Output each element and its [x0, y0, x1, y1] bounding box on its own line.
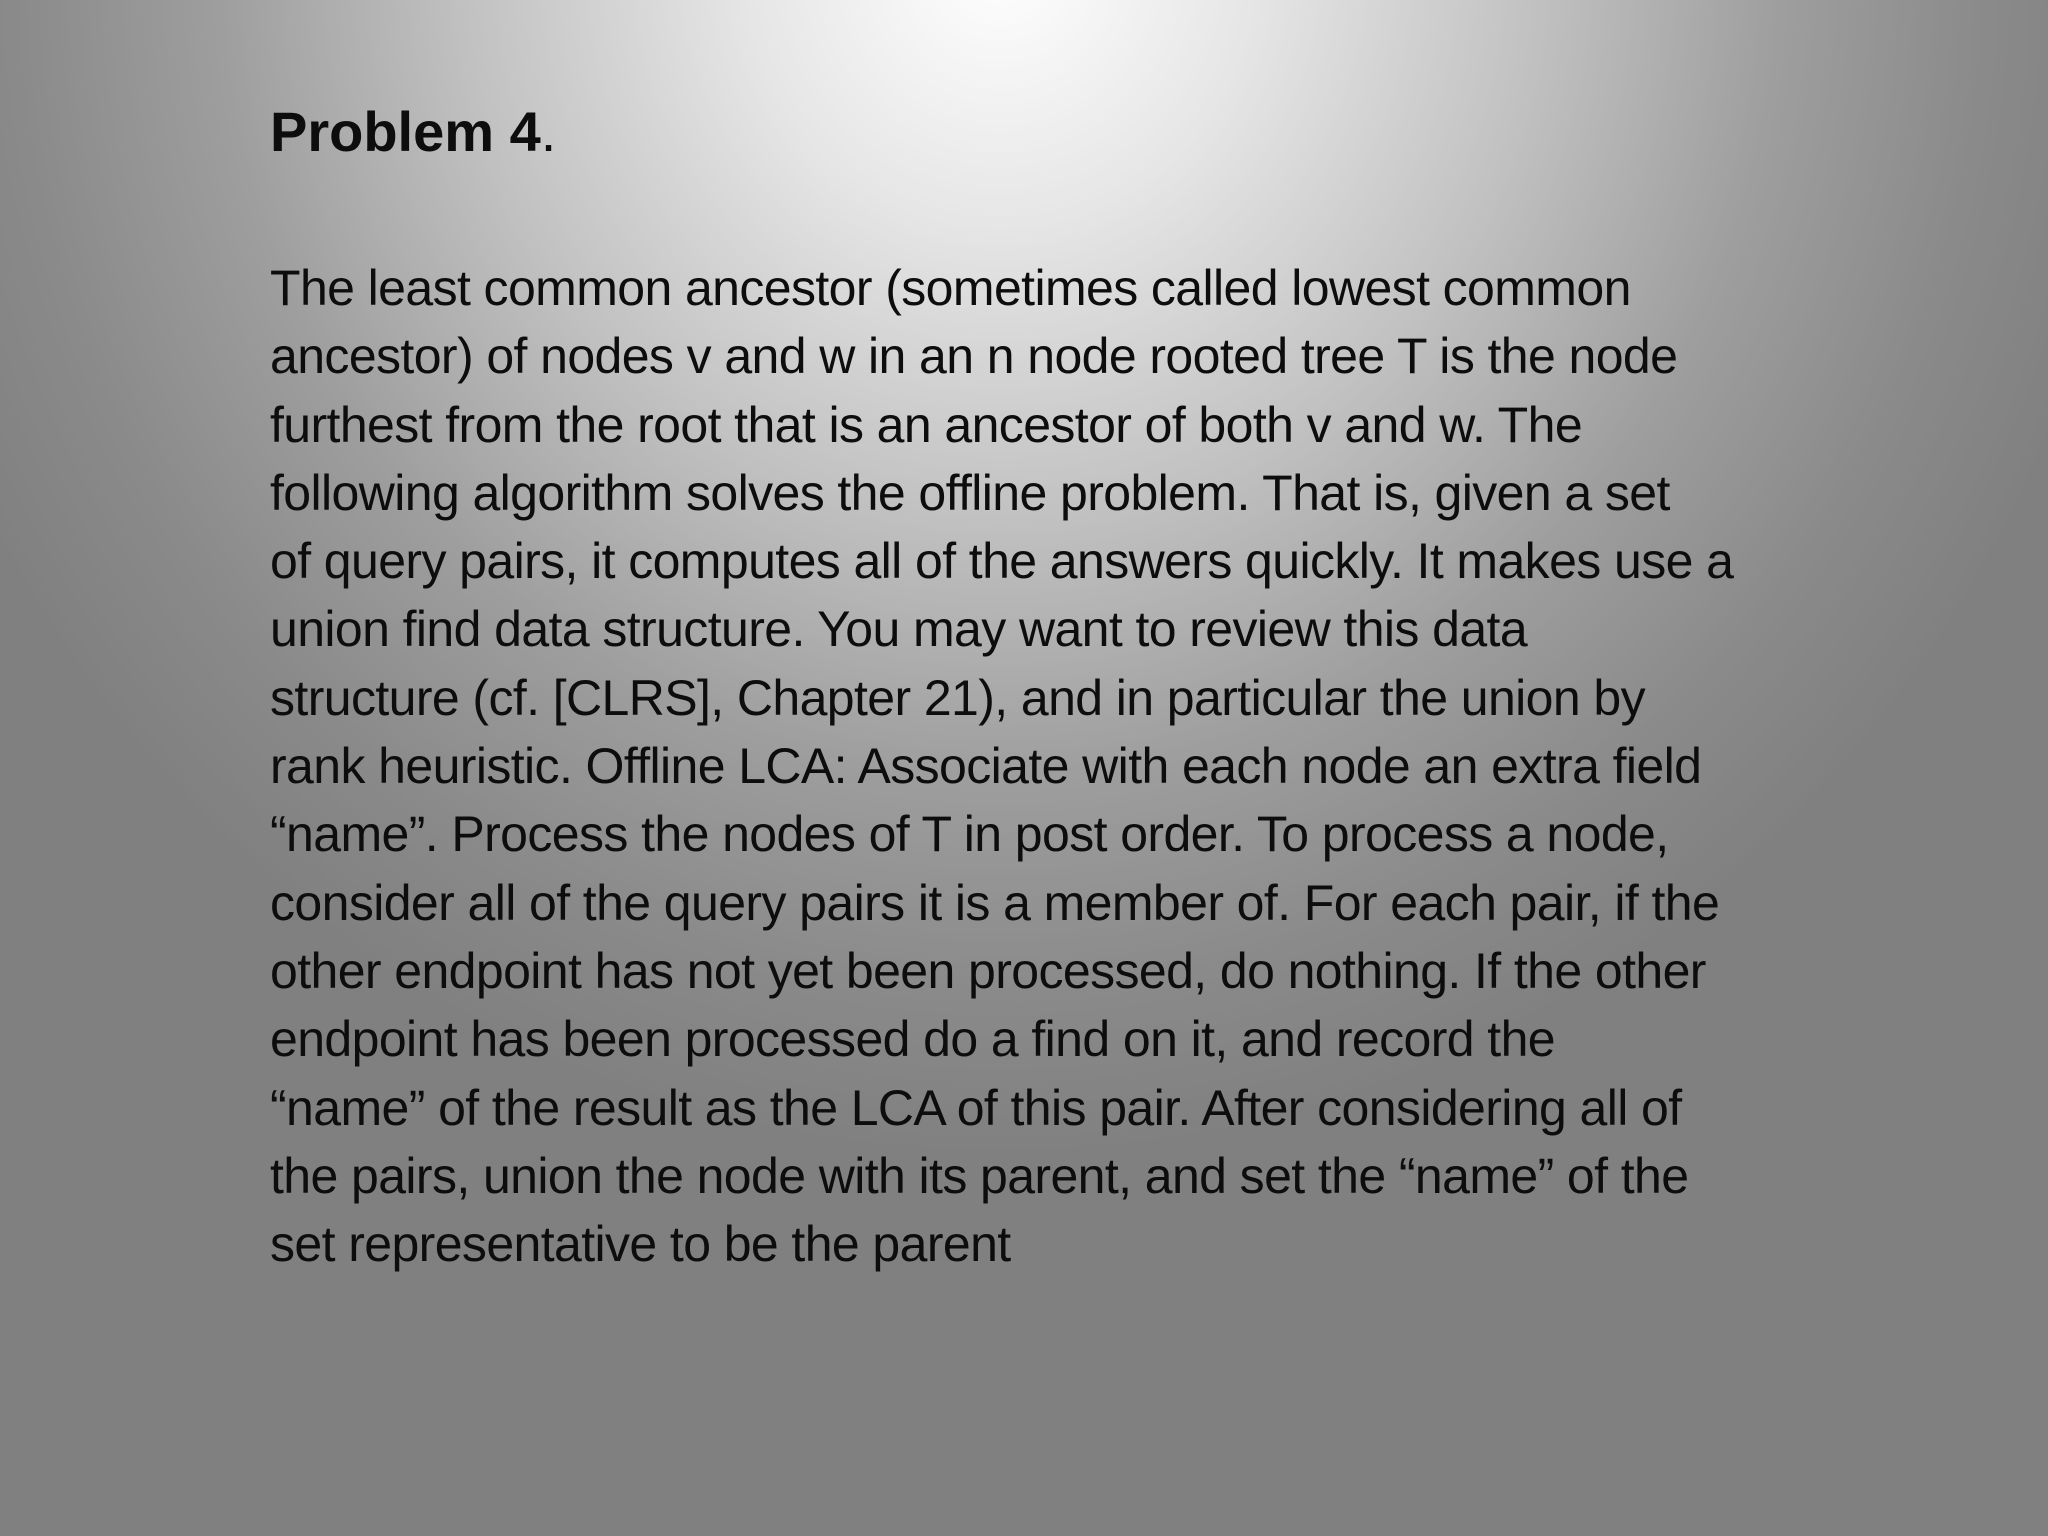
problem-title-suffix: . — [540, 100, 557, 163]
body-line: following algorithm solves the offline problem. That is, given a set — [270, 464, 1670, 521]
body-line: endpoint has been processed do a find on it, and record the — [270, 1011, 1555, 1068]
body-line: of query pairs, it computes all of the answers quickly. It makes use a — [270, 533, 1734, 590]
problem-body — [270, 254, 1910, 1278]
body-line: rank heuristic. Offline LCA: Associate with each node an extra field — [270, 738, 1702, 795]
body-line: The least common ancestor (sometimes called lowest common — [270, 260, 1631, 316]
body-line: “name” of the result as the LCA of this pair. After considering all of — [270, 1079, 1682, 1136]
body-line: set representative to be the parent — [270, 1216, 1011, 1273]
body-line: furthest from the root that is an ancestor of both v and w. The — [270, 396, 1583, 453]
problem-title-bold: Problem 4 — [270, 100, 541, 163]
body-line: “name”. Process the nodes of T in post order. To process a node, — [270, 806, 1669, 863]
body-line: consider all of the query pairs it is a member of. For each pair, if the — [270, 874, 1720, 931]
problem-title — [270, 96, 556, 168]
body-line: the pairs, union the node with its parent, and set the “name” of the — [270, 1147, 1689, 1204]
body-line: union find data structure. You may want to review this data — [270, 601, 1528, 658]
body-line: other endpoint has not yet been processed, do nothing. If the other — [270, 942, 1706, 999]
body-line: structure (cf. [CLRS], Chapter 21), and in particular the union by — [270, 669, 1645, 726]
body-line: ancestor) of nodes v and w in an n node rooted tree T is the node — [270, 328, 1678, 385]
